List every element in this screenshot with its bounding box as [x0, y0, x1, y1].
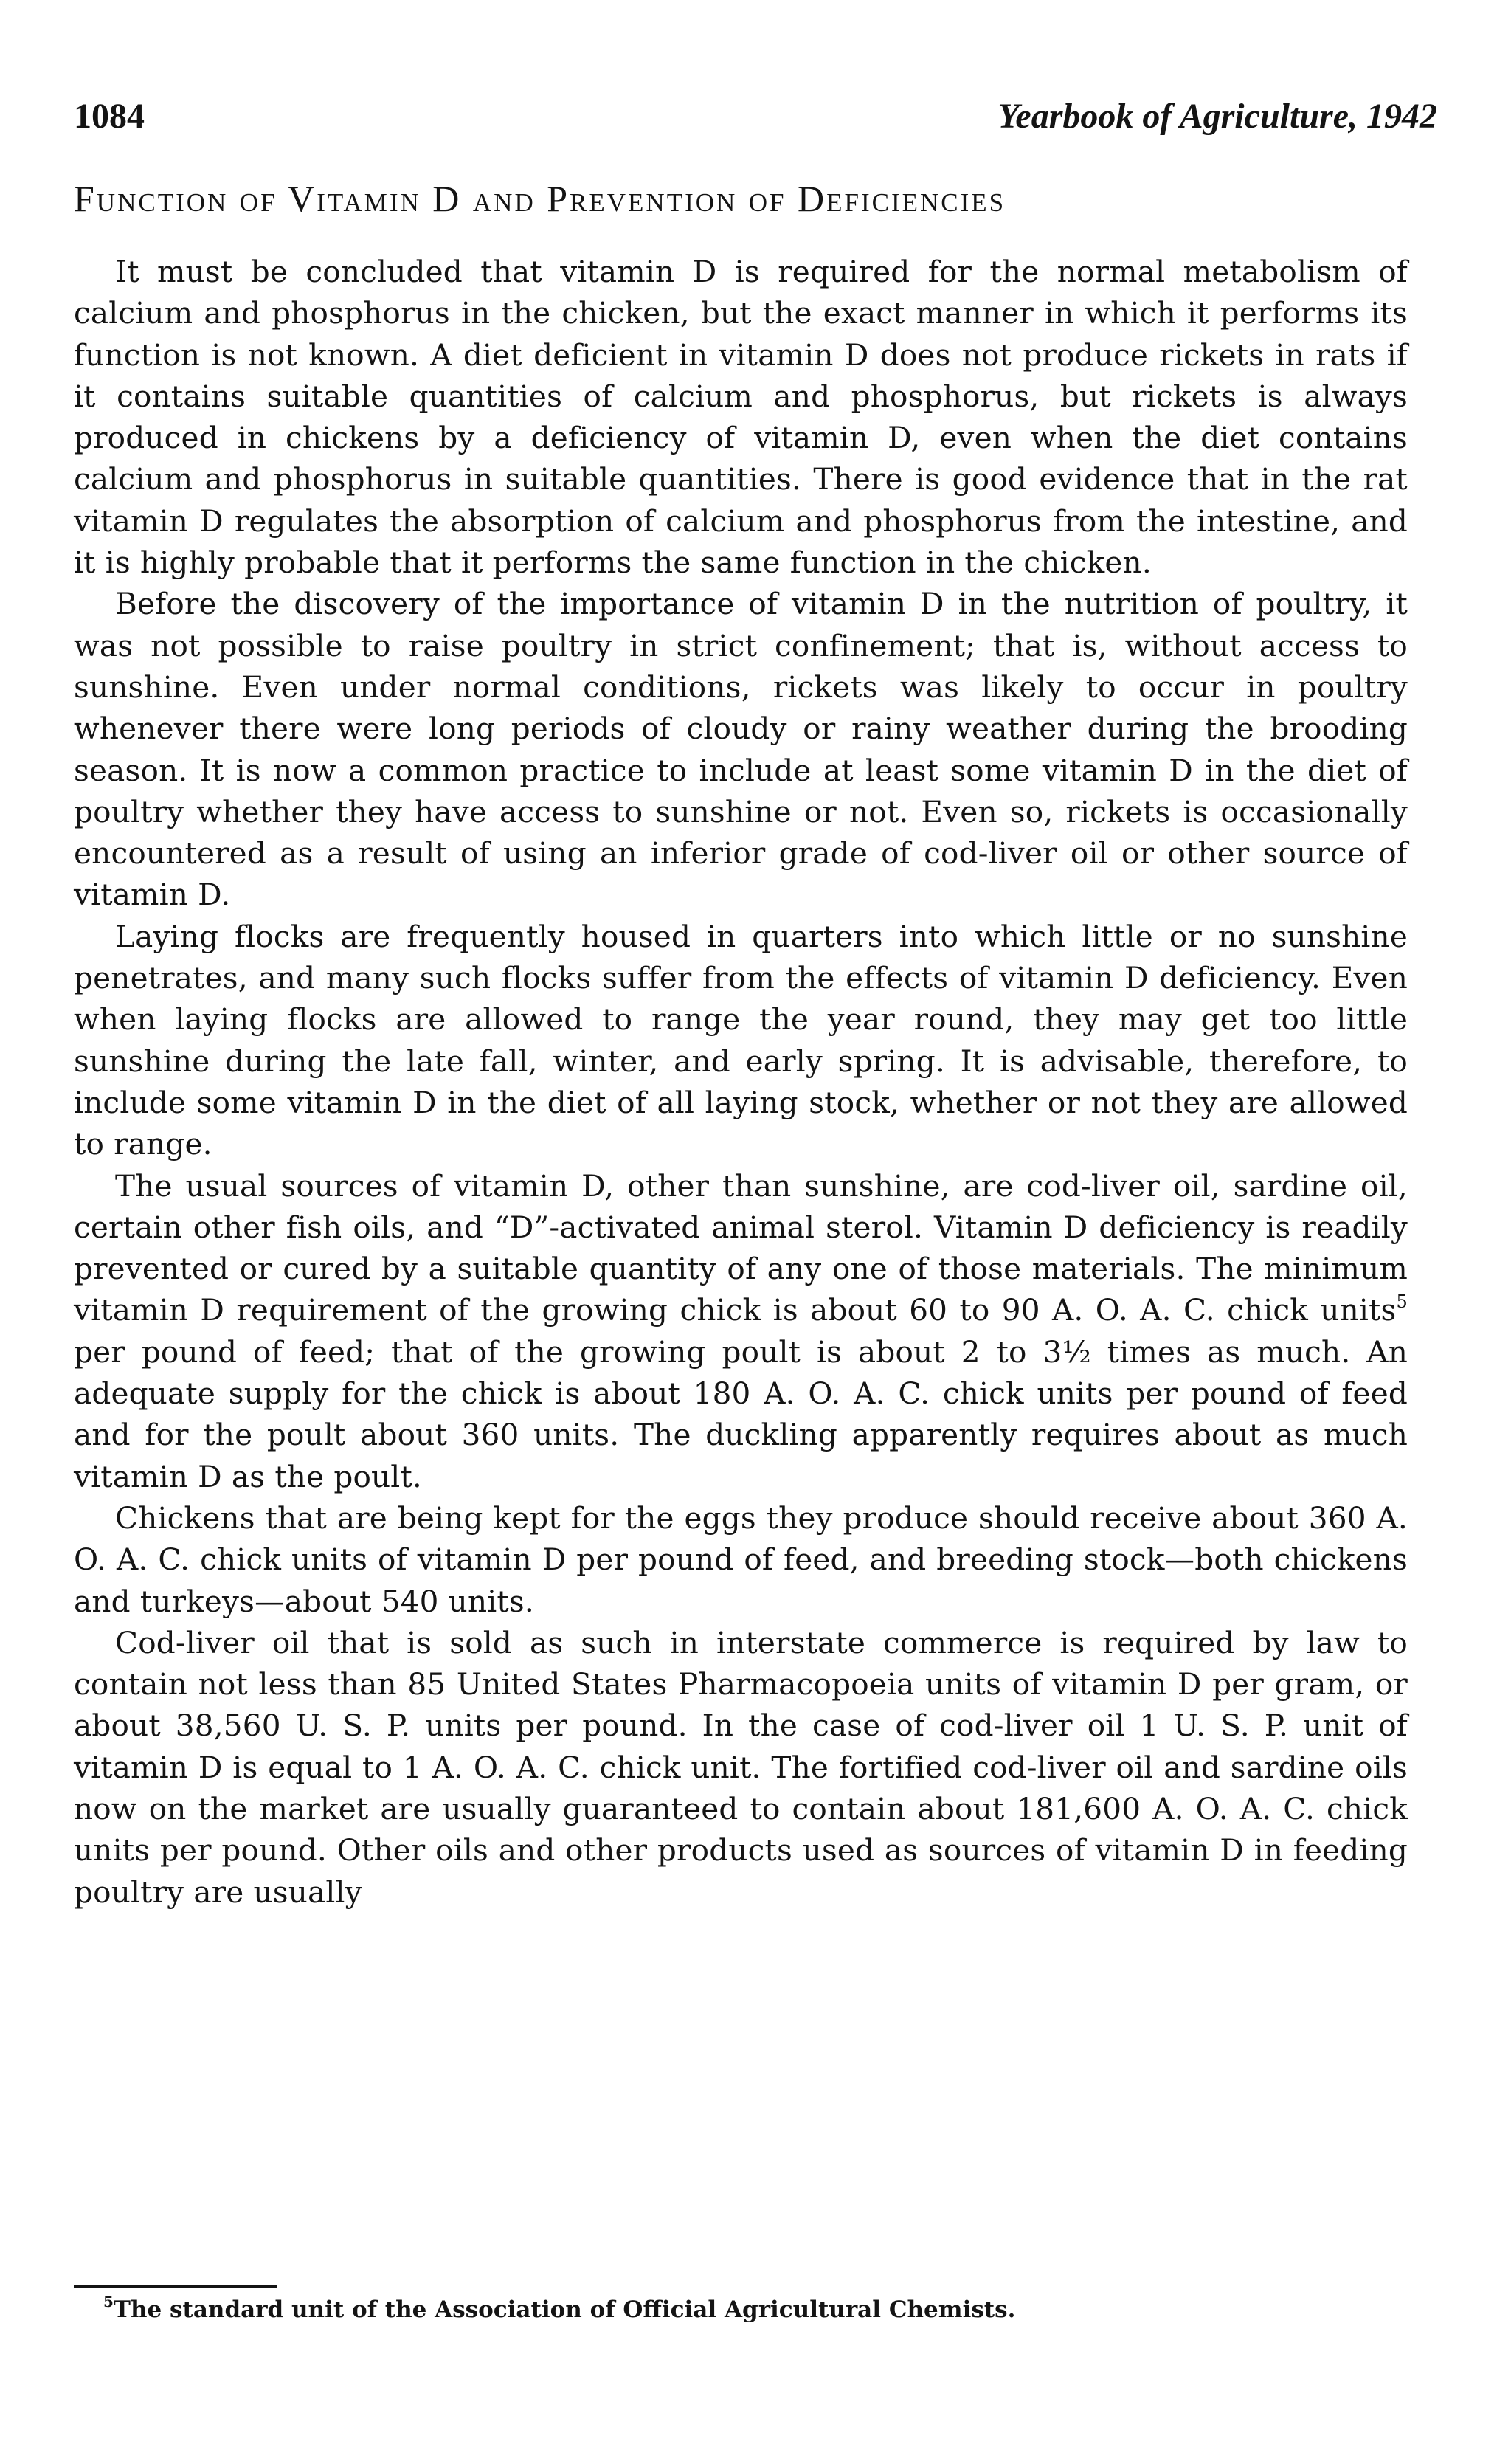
page-number: 1084	[74, 97, 145, 136]
section-title: Function of Vitamin D and Prevention of Deficiencies	[74, 178, 1006, 219]
paragraph-4-text-after: per pound of feed; that of the growing poult is about 2 to 3½ times as much. An adequate supply for the chick is about 180 A. O. A. C. chick units per pound of feed and for the poult about 360 units. The duckling apparently requires about as much vitamin D as the poult.	[74, 1333, 1408, 1494]
paragraph-5: Chickens that are being kept for the eggs they produce should receive about 360 A. O. A. C. chick units of vitamin D per pound of feed, and breeding stock—both chickens and turkeys—about 540 units.	[74, 1500, 1408, 1619]
paragraph-3: Laying flocks are frequently housed in quarters into which little or no sunshine penetrates, and many such flocks suffer from the effects of vitamin D deficiency. Even when laying flocks are allowed to range the year round, they may get too little sunshine during the late fall, winter, and early spring. It is advisable, therefore, to include some vitamin D in the diet of all laying stock, whether or not they are allowed to range.	[74, 918, 1408, 1162]
paragraph-2: Before the discovery of the importance of vitamin D in the nutrition of poultry, it was not possible to raise poultry in strict confinement; that is, without access to sunshine. Even under normal conditions, rickets was likely to occur in poultry whenever there were long periods of cloudy or rainy weather during the brooding season. It is now a common practice to include at least some vitamin D in the diet of poultry whether they have access to sunshine or not. Even so, rickets is occasionally encountered as a result of using an inferior grade of cod-liver oil or other source of vitamin D.	[74, 586, 1408, 913]
running-head	[74, 96, 1437, 148]
journal-title: Yearbook of Agriculture, 1942	[997, 97, 1437, 136]
footnote-marker: 5	[103, 2293, 114, 2311]
paragraph-4-text-before: The usual sources of vitamin D, other than sunshine, are cod-liver oil, sardine oil, certain other fish oils, and “D”-activated animal sterol. Vitamin D deficiency is readily prevented or cured by a suitable quantity of any one of those materials. The minimum vitamin D requirement of the growing chick is about 60 to 90 A. O. A. C. chick units	[74, 1167, 1408, 1328]
paragraph-1: It must be concluded that vitamin D is required for the normal metabolism of calcium and phosphorus in the chicken, but the exact manner in which it performs its function is not known. A diet deficient in vitamin D does not produce rickets in rats if it contains suitable quantities of calcium and phosphorus, but rickets is always produced in chickens by a deficiency of vitamin D, even when the diet contains calcium and phosphorus in suitable quantities. There is good evidence that in the rat vitamin D regulates the absorption of calcium and phosphorus from the intestine, and it is highly probable that it performs the same function in the chicken.	[74, 254, 1408, 581]
paragraph-4	[74, 1165, 1408, 1497]
footnote-divider	[74, 2285, 277, 2288]
paragraph-6: Cod-liver oil that is sold as such in interstate commerce is required by law to contain not less than 85 United States Pharmacopoeia units of vitamin D per gram, or about 38,560 U. S. P. units per pound. In the case of cod-liver oil 1 U. S. P. unit of vitamin D is equal to 1 A. O. A. C. chick unit. The fortified cod-liver oil and sardine oils now on the market are usually guaranteed to contain about 181,600 A. O. A. C. chick units per pound. Other oils and other products used as sources of vitamin D in feeding poultry are usually	[74, 1624, 1408, 1910]
footnote-text: The standard unit of the Association of Official Agricultural Chemists.	[113, 2296, 1016, 2323]
body-text	[74, 251, 1408, 1913]
footnote-reference: 5	[1396, 1291, 1408, 1313]
footnote	[103, 2293, 1408, 2323]
